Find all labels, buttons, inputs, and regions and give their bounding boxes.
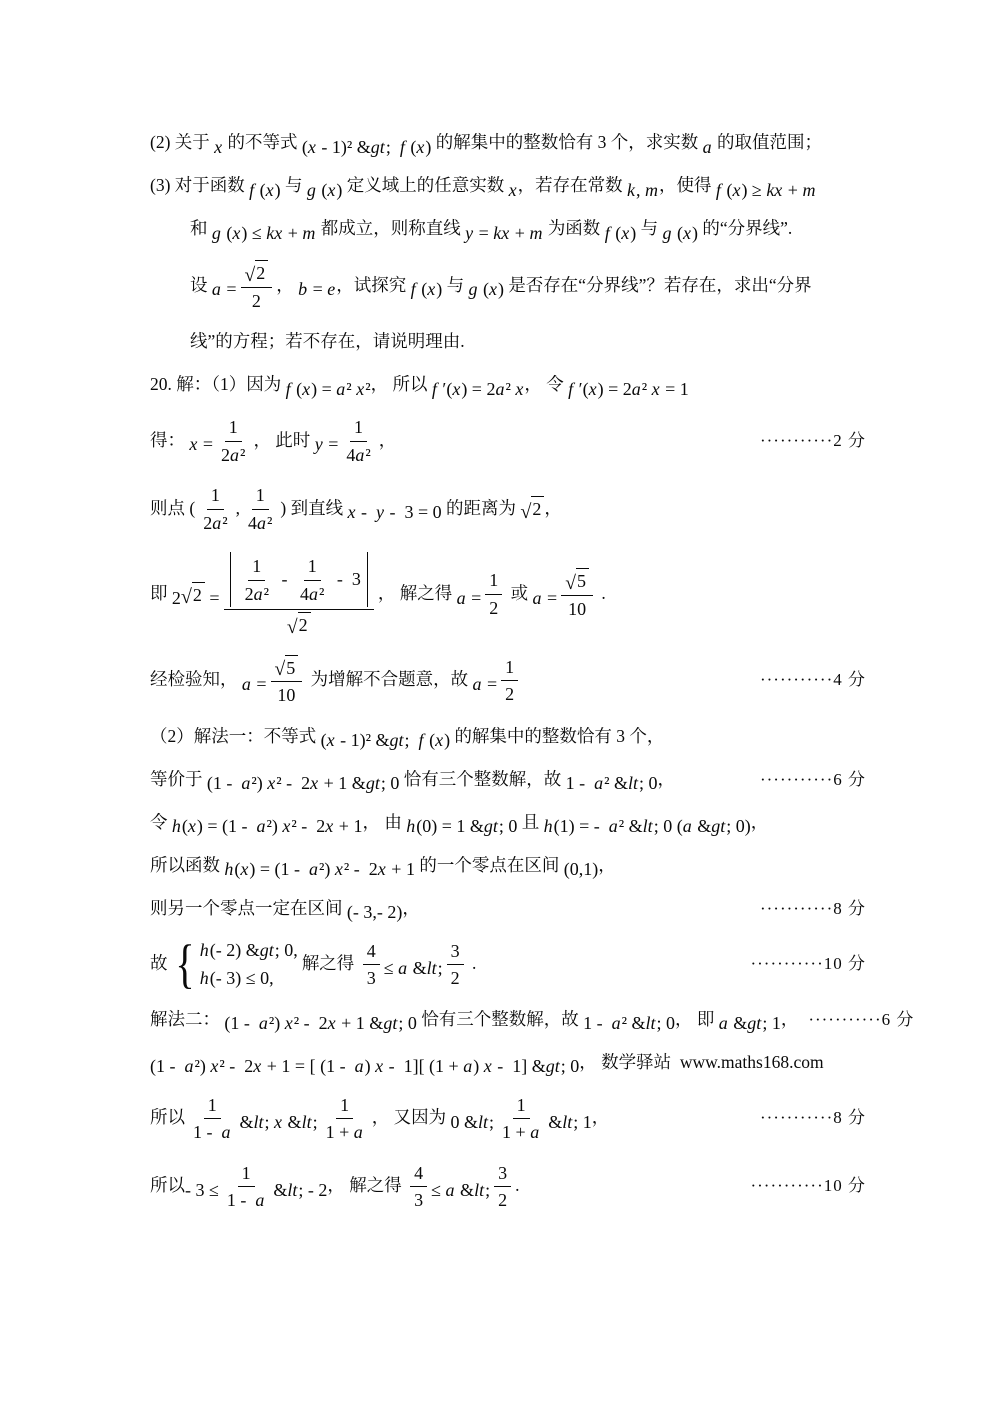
text-run: ， — [598, 854, 616, 875]
solution-step2 — [150, 415, 866, 466]
math-run: 3 — [366, 968, 376, 988]
part2-method1-line1 — [150, 724, 866, 750]
fraction-denominator — [217, 442, 249, 467]
score-marker: ···········10 分 — [750, 954, 866, 974]
math-run: 1 — [340, 1094, 350, 1115]
math-run: (1 - a²) x² - 2x + 1 &gt; 0 — [206, 773, 400, 794]
text-run: ) 到直线 — [280, 497, 348, 518]
math-run: x = — [189, 434, 214, 455]
fraction — [244, 483, 276, 534]
math-run: f ′(x) = 2a² x — [431, 378, 524, 399]
fraction — [271, 654, 303, 707]
score-marker: ···········6 分 — [808, 1009, 915, 1029]
radical-sign: √ — [520, 500, 532, 523]
math-run: 1 — [210, 485, 220, 505]
math-run: 1 + a — [325, 1122, 363, 1142]
left-brace: { — [175, 933, 195, 994]
math-run: 1 — [489, 570, 499, 591]
text-run: , — [235, 497, 240, 518]
part2-method1-line3 — [150, 810, 866, 836]
fraction-denominator — [564, 596, 590, 621]
math-run: 2 — [251, 290, 261, 311]
solution-step5 — [150, 654, 866, 707]
fraction-numerator — [494, 1161, 511, 1188]
math-run: 3 — [414, 1190, 424, 1210]
fraction — [342, 415, 374, 466]
text-run: 与 — [280, 175, 307, 196]
text-run: 的距离为 — [441, 497, 521, 518]
math-run: 1 + a — [502, 1122, 540, 1142]
math-run: 4a² — [346, 444, 371, 465]
part2-method1-line6 — [150, 933, 866, 994]
absolute-value-group — [230, 552, 368, 607]
text-run: 恰有三个整数解，故 — [399, 768, 566, 789]
text-run: ，使得 — [659, 175, 716, 196]
math-run: (1 - a²) x² - 2x + 1 &gt; 0 — [224, 1013, 417, 1034]
fraction-denominator — [410, 1187, 427, 1212]
text-run: 令 — [150, 811, 172, 832]
fraction-numerator — [204, 1093, 221, 1120]
math-run: 2 — [489, 597, 499, 618]
fraction-denominator — [498, 1119, 544, 1144]
fraction — [241, 259, 273, 312]
math-run: ≤ a &lt; — [383, 957, 443, 978]
math-run: 2 — [450, 968, 460, 988]
math-run: g (x) — [468, 279, 504, 300]
score-marker: ···········4 分 — [759, 670, 866, 690]
fraction-numerator — [561, 567, 593, 596]
math-run: 10 — [568, 598, 587, 619]
text-run: ， 解之得 — [327, 1175, 407, 1196]
text-run: . — [467, 953, 477, 974]
math-run: f (x) — [604, 222, 637, 243]
math-run: 1 — [228, 417, 238, 437]
text-run: . — [596, 582, 606, 603]
math-run: h(0) = 1 &gt; 0 — [406, 816, 518, 837]
math-run: 3 — [498, 1162, 508, 1183]
part2-method1-line2 — [150, 767, 866, 793]
fraction — [224, 551, 374, 637]
square-root — [287, 612, 311, 637]
solution-step4 — [150, 551, 866, 637]
part2-method2-line3 — [150, 1093, 866, 1144]
fraction-denominator — [322, 1119, 368, 1144]
text-run: 且 — [517, 811, 544, 832]
math-run: a — [702, 136, 712, 157]
fraction — [485, 568, 502, 619]
fraction — [447, 939, 464, 990]
fraction-denominator — [199, 510, 231, 535]
text-run: 和 — [190, 218, 212, 239]
math-run: f (x) ≥ kx + m — [715, 179, 816, 200]
math-run: 2a² — [203, 512, 228, 533]
text-run: 的解集中的整数恰有 3 个，求实数 — [431, 132, 703, 153]
fraction-numerator — [350, 415, 367, 442]
text-run: ， — [544, 497, 562, 518]
math-run: 3 — [450, 940, 460, 961]
text-run: 所以 — [150, 1107, 185, 1128]
math-run: f ′(x) = 2a² x = 1 — [568, 378, 689, 399]
radicand — [576, 568, 589, 593]
square-root — [245, 260, 269, 285]
part2-method2-line2 — [150, 1050, 866, 1076]
math-run: k, m — [627, 179, 659, 200]
solution-q20-step1 — [150, 372, 866, 398]
radicand — [298, 612, 311, 637]
math-run: x - y - 3 = 0 — [347, 502, 442, 523]
score-marker: ···········6 分 — [759, 769, 866, 789]
math-run: 1 - a — [193, 1122, 231, 1142]
problem-part2 — [150, 130, 866, 156]
math-run: - 3 ≤ — [185, 1179, 219, 1200]
fraction-numerator — [447, 939, 464, 966]
text-run: 为函数 — [543, 218, 605, 239]
fraction — [241, 554, 273, 605]
radical-sign: √ — [180, 585, 192, 608]
text-run: 故 — [150, 953, 172, 974]
math-run: g (x) — [662, 222, 698, 243]
text-run: 则另一个零点一定在区间 — [150, 897, 347, 918]
math-run: 2a² — [244, 583, 269, 604]
radicand — [255, 260, 268, 285]
text-run: 与 — [442, 274, 469, 295]
score-marker: ···········2 分 — [759, 430, 866, 450]
fraction-numerator — [410, 1161, 427, 1188]
math-run: a = — [241, 673, 267, 694]
text-run: ， — [780, 1008, 799, 1029]
fraction — [498, 1093, 544, 1144]
math-run: 1 — [252, 556, 262, 576]
part2-method2-line4 — [150, 1161, 866, 1212]
text-run: ， 数学驿站 www.maths168.com — [579, 1051, 824, 1072]
fraction-numerator — [513, 1093, 530, 1120]
text-run: ， 又因为 — [371, 1107, 451, 1128]
fraction — [296, 554, 328, 605]
text-run: ， — [276, 274, 299, 295]
fraction-numerator — [241, 259, 273, 288]
radical-sign: √ — [244, 264, 256, 286]
math-run: 1 — [207, 1094, 217, 1115]
score-marker: ···········10 分 — [750, 1176, 866, 1196]
text-run: ， — [591, 1107, 610, 1128]
fraction-numerator — [252, 483, 269, 510]
math-run: a &gt; 1 — [718, 1013, 781, 1034]
cases-group — [172, 933, 298, 994]
fraction-denominator — [296, 581, 328, 606]
math-run: 1 — [516, 1094, 526, 1115]
math-run: 1 — [255, 485, 265, 505]
math-run: 1 — [505, 656, 515, 677]
fraction-denominator — [485, 595, 502, 620]
text-run: ， 由 — [362, 811, 407, 832]
fraction — [322, 1093, 368, 1144]
text-run: 恰有三个整数解，故 — [416, 1008, 584, 1029]
text-run: ， 即 — [675, 1008, 719, 1029]
math-run: b = e — [298, 279, 336, 300]
square-root — [565, 568, 589, 593]
text-run: 为增解不合题意，故 — [306, 669, 473, 690]
text-run: 即 — [150, 582, 172, 603]
fraction-numerator — [224, 551, 374, 610]
text-run: (3) 对于函数 — [150, 175, 250, 196]
text-run: 所以函数 — [150, 854, 225, 875]
math-run: 2 — [171, 587, 181, 608]
text-run: （2）解法一：不等式 — [150, 725, 321, 746]
square-root — [181, 582, 205, 607]
math-run: 2 — [498, 1190, 508, 1210]
math-run: 2 — [532, 499, 542, 520]
math-run: (1 - a²) x² - 2x + 1 = [ (1 - a) x - 1][ (1 + a) x - 1] &gt; 0 — [150, 1056, 580, 1077]
math-run: 2 — [256, 263, 266, 283]
text-run: 或 — [506, 582, 533, 603]
fraction — [189, 1093, 236, 1144]
text-run: (2) 关于 — [150, 132, 215, 153]
cases-rows — [200, 939, 298, 990]
fraction-denominator — [223, 1187, 270, 1212]
text-run: 经检验知， — [150, 669, 242, 690]
text-run: 解法二： — [150, 1008, 225, 1029]
text-run: 所以 — [150, 1175, 185, 1196]
fraction — [410, 1161, 427, 1212]
math-run: f (x) — [410, 279, 443, 300]
math-run: x — [508, 179, 517, 200]
fraction-numerator — [238, 1161, 255, 1188]
text-run: 得： — [150, 429, 190, 450]
cases-row — [200, 939, 298, 962]
cases-row — [200, 967, 298, 990]
math-run: - — [276, 569, 292, 590]
math-run: 1 - a² &lt; 0 — [583, 1013, 676, 1034]
math-run: 1 — [241, 1162, 251, 1183]
math-run: - 3 — [332, 569, 361, 590]
math-run: x — [214, 136, 223, 157]
text-run: ， 解之得 — [377, 582, 457, 603]
text-run: 线”的方程；若不存在，请说明理由. — [190, 331, 465, 352]
math-run: 4a² — [247, 512, 273, 533]
math-run: y = — [314, 434, 339, 455]
radical-sign: √ — [565, 573, 576, 595]
math-run: = — [204, 587, 220, 608]
text-run: ， — [750, 811, 769, 832]
radicand — [285, 655, 298, 680]
text-run: 解之得 — [301, 953, 359, 974]
math-run: a = — [456, 587, 482, 608]
fraction-denominator — [501, 681, 518, 706]
math-run: h(x) = (1 - a²) x² - 2x + 1 — [224, 859, 415, 880]
score-marker: ···········8 分 — [759, 898, 866, 918]
fraction — [217, 415, 249, 466]
fraction-numerator — [207, 483, 224, 510]
fraction — [199, 483, 231, 534]
math-run: f (x) — [249, 179, 281, 200]
text-run: . — [515, 1175, 520, 1196]
text-run: ， — [378, 429, 397, 450]
fraction-numerator — [271, 654, 303, 683]
math-run: 1 - a² &lt; 0 — [565, 773, 658, 794]
text-run: 是否存在“分界线”？若存在，求出“分界 — [503, 274, 812, 295]
math-run: &lt; x &lt; — [239, 1111, 318, 1132]
fraction-denominator — [248, 288, 265, 313]
text-run: 的一个零点在区间 — [414, 854, 564, 875]
radicand — [192, 582, 205, 607]
math-run: h(- 3) ≤ 0, — [199, 968, 274, 988]
math-run: &lt; 1 — [548, 1111, 592, 1132]
problem-part3-line2 — [150, 216, 866, 242]
text-run: ， 所以 — [370, 374, 432, 395]
text-run: 20. 解：（1）因为 — [150, 374, 286, 395]
math-run: f (x) = a² x² — [285, 378, 371, 399]
math-run: 4a² — [299, 583, 325, 604]
fraction-denominator — [447, 965, 464, 990]
math-run: 2 — [505, 684, 515, 704]
problem-part3-line4 — [150, 329, 866, 355]
fraction — [494, 1161, 511, 1212]
text-run: 都成立，则称直线 — [316, 218, 466, 239]
part2-method1-line5 — [150, 896, 866, 922]
math-run: 4 — [414, 1162, 424, 1183]
part2-method2-line1 — [150, 1007, 915, 1034]
radical-sign: √ — [274, 659, 286, 681]
fraction-numerator — [225, 415, 242, 442]
fraction-denominator — [241, 581, 273, 606]
text-run: 的“分界线”. — [697, 218, 793, 239]
text-run: 的解集中的整数恰有 3 个， — [450, 725, 665, 746]
problem-part3-line3 — [150, 259, 866, 312]
math-run: 5 — [576, 571, 586, 592]
text-run: 等价于 — [150, 768, 207, 789]
solution-step3 — [150, 483, 866, 534]
text-run: ， 令 — [524, 374, 569, 395]
math-run: (x - 1)² &gt; f (x) — [320, 730, 451, 751]
math-run: g (x) — [306, 179, 343, 200]
math-run: g (x) ≤ kx + m — [211, 222, 316, 243]
fraction-denominator — [494, 1187, 511, 1212]
fraction — [501, 655, 518, 706]
fraction — [363, 939, 380, 990]
math-run: 4 — [366, 940, 376, 961]
fraction-numerator — [336, 1093, 353, 1120]
math-run: a = — [472, 673, 498, 694]
fraction-denominator — [363, 965, 380, 990]
fraction-denominator — [273, 682, 299, 707]
math-run: (0,1) — [563, 859, 599, 880]
fraction-numerator — [304, 554, 321, 581]
fraction-denominator — [189, 1119, 236, 1144]
fraction-numerator — [248, 554, 265, 581]
text-run: ，试探究 — [336, 274, 411, 295]
square-root — [520, 496, 544, 521]
square-root — [275, 655, 299, 680]
text-run: ， — [657, 768, 676, 789]
math-run: a = — [211, 279, 237, 300]
math-run: 1 - a — [226, 1190, 265, 1210]
math-run: &lt; - 2 — [273, 1179, 328, 1200]
part2-method1-line4 — [150, 853, 866, 879]
fraction-numerator — [485, 568, 502, 595]
text-run: 定义域上的任意实数 — [342, 175, 509, 196]
score-marker: ···········8 分 — [759, 1108, 866, 1128]
fraction-denominator — [244, 510, 276, 535]
text-run: 的取值范围； — [712, 132, 822, 153]
math-run: ≤ a &lt; — [431, 1179, 491, 1200]
text-run: ，若存在常数 — [517, 175, 628, 196]
text-run: 的不等式 — [223, 132, 302, 153]
math-run: h(- 2) &gt; 0, — [199, 939, 298, 960]
math-run: 0 &lt; — [450, 1111, 495, 1132]
text-run: 与 — [636, 218, 663, 239]
math-run: (x - 1)² &gt; f (x) — [301, 136, 432, 157]
problem-part3-line1 — [150, 173, 866, 199]
math-run: (- 3,- 2) — [346, 902, 403, 923]
math-run: y = kx + m — [465, 222, 543, 243]
fraction-numerator — [501, 655, 518, 682]
fraction-numerator — [363, 939, 380, 966]
text-run: 设 — [190, 274, 212, 295]
math-run: 10 — [277, 685, 296, 705]
math-run: h(x) = (1 - a²) x² - 2x + 1 — [171, 816, 363, 837]
text-run: ， 此时 — [253, 429, 315, 450]
radical-sign: √ — [286, 616, 298, 638]
math-run: h(1) = - a² &lt; 0 (a &gt; 0) — [543, 816, 751, 837]
text-run: 则点 ( — [150, 497, 196, 518]
math-run: a = — [532, 587, 558, 608]
radicand — [531, 496, 544, 521]
fraction-denominator — [283, 610, 315, 637]
math-run: 5 — [286, 657, 296, 678]
math-run: 2 — [192, 584, 202, 605]
text-run: ， — [402, 897, 420, 918]
fraction — [223, 1161, 270, 1212]
math-run: 2 — [298, 615, 308, 635]
math-run: 2a² — [221, 444, 246, 465]
math-run: 1 — [307, 556, 317, 576]
math-run: 1 — [354, 417, 364, 437]
fraction-denominator — [342, 442, 374, 467]
fraction — [561, 567, 593, 620]
